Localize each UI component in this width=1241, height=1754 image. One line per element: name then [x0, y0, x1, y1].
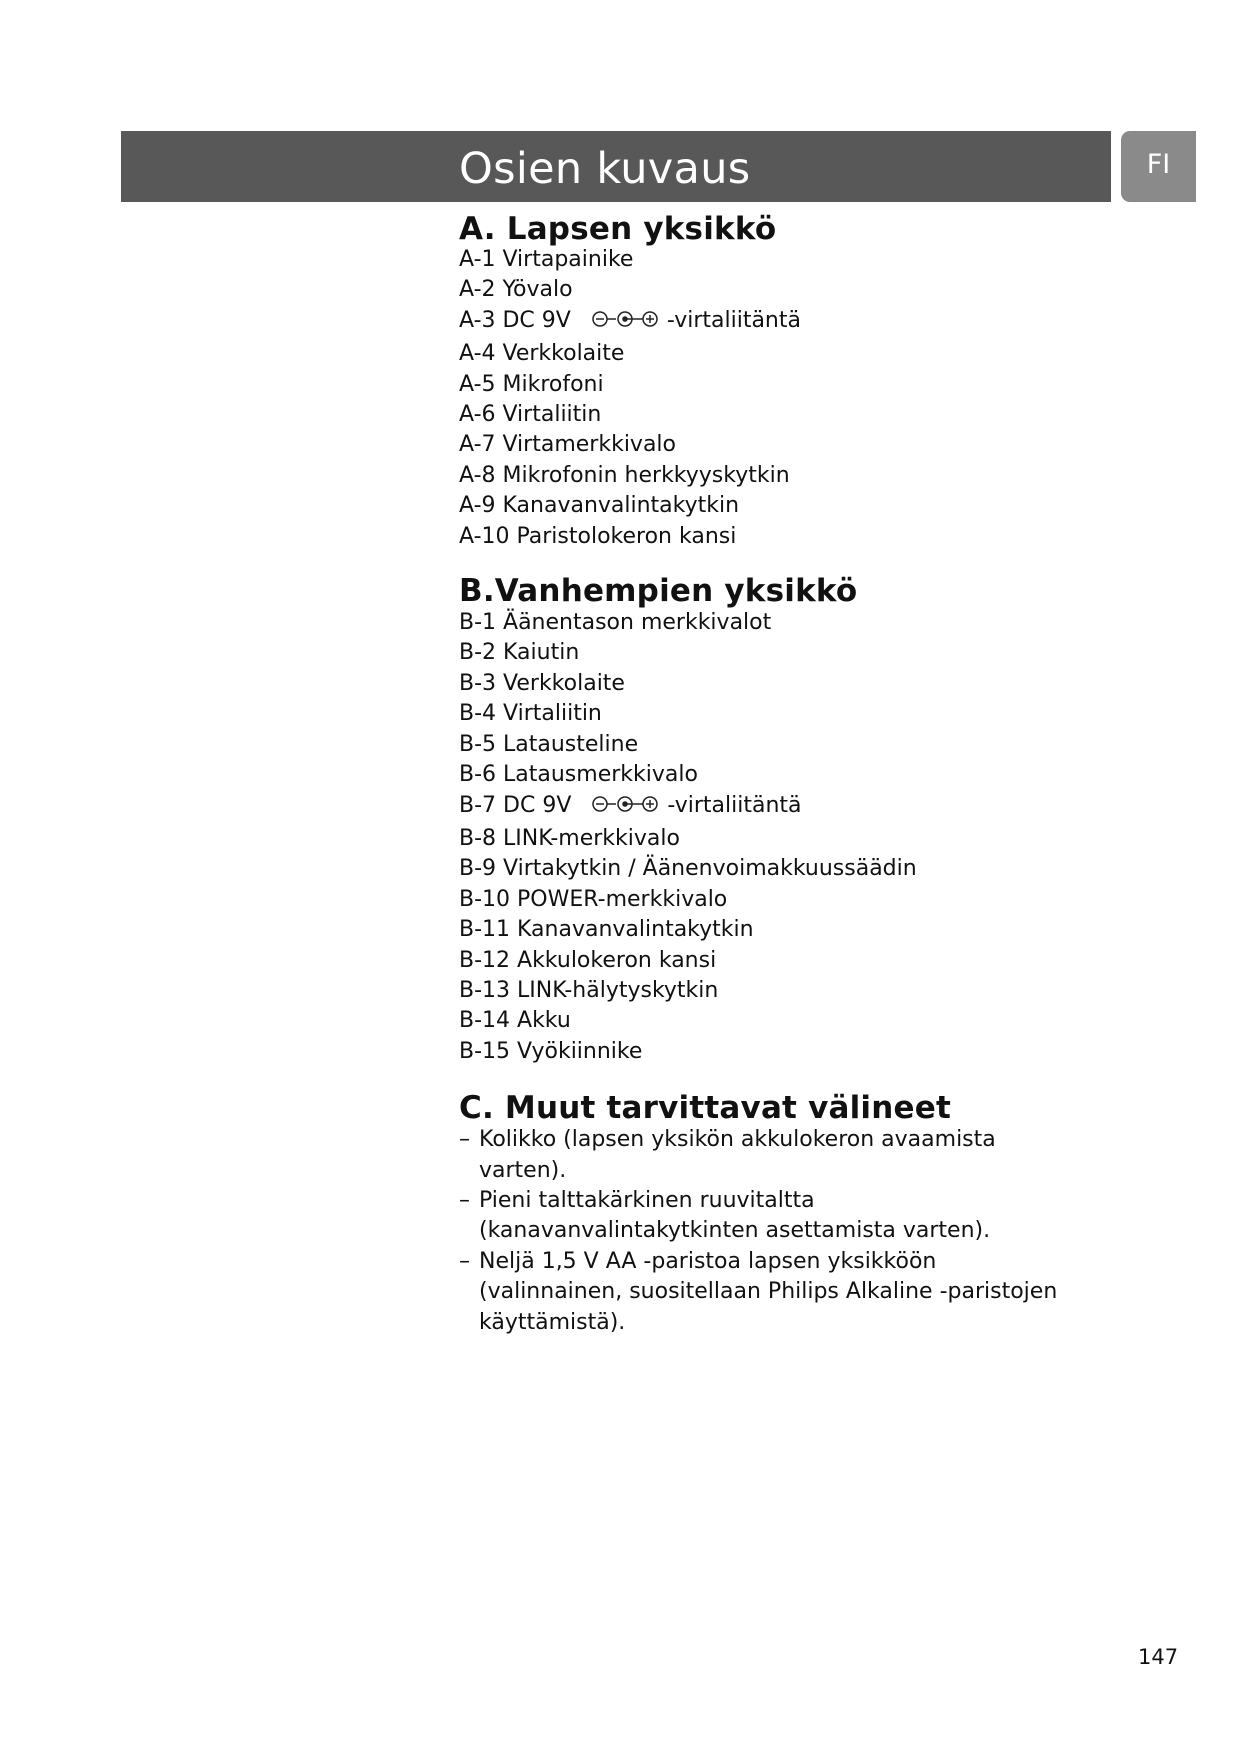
list-item: B-1 Äänentason merkkivalot	[459, 610, 772, 636]
page-title: Osien kuvaus	[459, 144, 751, 194]
list-item: B-13 LINK-hälytyskytkin	[459, 977, 719, 1003]
list-item: B-11 Kanavanvalintakytkin	[459, 917, 754, 943]
dash-bullet: –	[459, 1248, 470, 1274]
section-heading: A. Lapsen yksikkö	[459, 211, 777, 247]
list-item: A-1 Virtapainike	[459, 247, 634, 272]
list-item: B-12 Akkulokeron kansi	[459, 947, 717, 973]
list-item: B-5 Latausteline	[459, 731, 639, 757]
parts-list	[459, 608, 1079, 1067]
section-heading: B.Vanhempien yksikkö	[459, 573, 858, 610]
polarity-symbol-icon	[591, 308, 661, 339]
list-item: B-10 POWER-merkkivalo	[459, 886, 728, 912]
list-item: B-15 Vyökiinnike	[459, 1038, 643, 1064]
list-item: B-2 Kaiutin	[459, 640, 580, 666]
item-label: A-3 DC 9V	[459, 307, 571, 333]
list-item: A-4 Verkkolaite	[459, 341, 625, 367]
item-suffix: -virtaliitäntä	[667, 792, 802, 818]
item-label: B-7 DC 9V	[459, 792, 572, 818]
list-item: A-7 Virtamerkkivalo	[459, 432, 677, 458]
content	[459, 210, 1079, 1338]
item-suffix: -virtaliitäntä	[666, 307, 801, 333]
list-item: A-2 Yövalo	[459, 277, 573, 303]
section-parent-unit	[459, 572, 1079, 1067]
list-item: A-8 Mikrofonin herkkyyskytkin	[459, 462, 790, 488]
item-text: Kolikko (lapsen yksikön akkulokeron avaamista varten).	[479, 1127, 996, 1183]
list-item: B-14 Akku	[459, 1008, 571, 1034]
list-item-power-jack	[459, 306, 1079, 339]
list-item: A-5 Mikrofoni	[459, 371, 604, 397]
item-text: Neljä 1,5 V AA -paristoa lapsen yksikköön (valinnainen, suositellaan Philips Alkaline -paristojen käyttämistä).	[479, 1248, 1058, 1335]
requirements-list	[459, 1125, 1079, 1338]
list-item	[459, 1125, 1079, 1186]
section-other-items	[459, 1089, 1079, 1338]
dash-bullet: –	[459, 1127, 470, 1153]
section-child-unit	[459, 210, 1079, 552]
list-item: B-3 Verkkolaite	[459, 670, 625, 696]
language-tab: FI	[1121, 131, 1196, 202]
list-item: A-10 Paristolokeron kansi	[459, 523, 737, 549]
list-item	[459, 1247, 1079, 1338]
dash-bullet: –	[459, 1187, 470, 1213]
list-item: B-4 Virtaliitin	[459, 701, 602, 727]
page-number: 147	[1138, 1645, 1179, 1669]
polarity-symbol-icon	[591, 793, 661, 824]
list-item: B-6 Latausmerkkivalo	[459, 762, 698, 788]
list-item: A-6 Virtaliitin	[459, 402, 602, 428]
list-item	[459, 1186, 1079, 1247]
list-item-power-jack	[459, 791, 1079, 824]
list-item: A-9 Kanavanvalintakytkin	[459, 493, 740, 519]
list-item: B-8 LINK-merkkivalo	[459, 825, 680, 851]
list-item: B-9 Virtakytkin / Äänenvoimakkuussäädin	[459, 856, 917, 882]
item-text: Pieni talttakärkinen ruuvitaltta (kanavanvalintakytkinten asettamista varten).	[479, 1187, 991, 1244]
section-heading: C. Muut tarvittavat välineet	[459, 1090, 951, 1127]
parts-list	[459, 245, 1079, 552]
